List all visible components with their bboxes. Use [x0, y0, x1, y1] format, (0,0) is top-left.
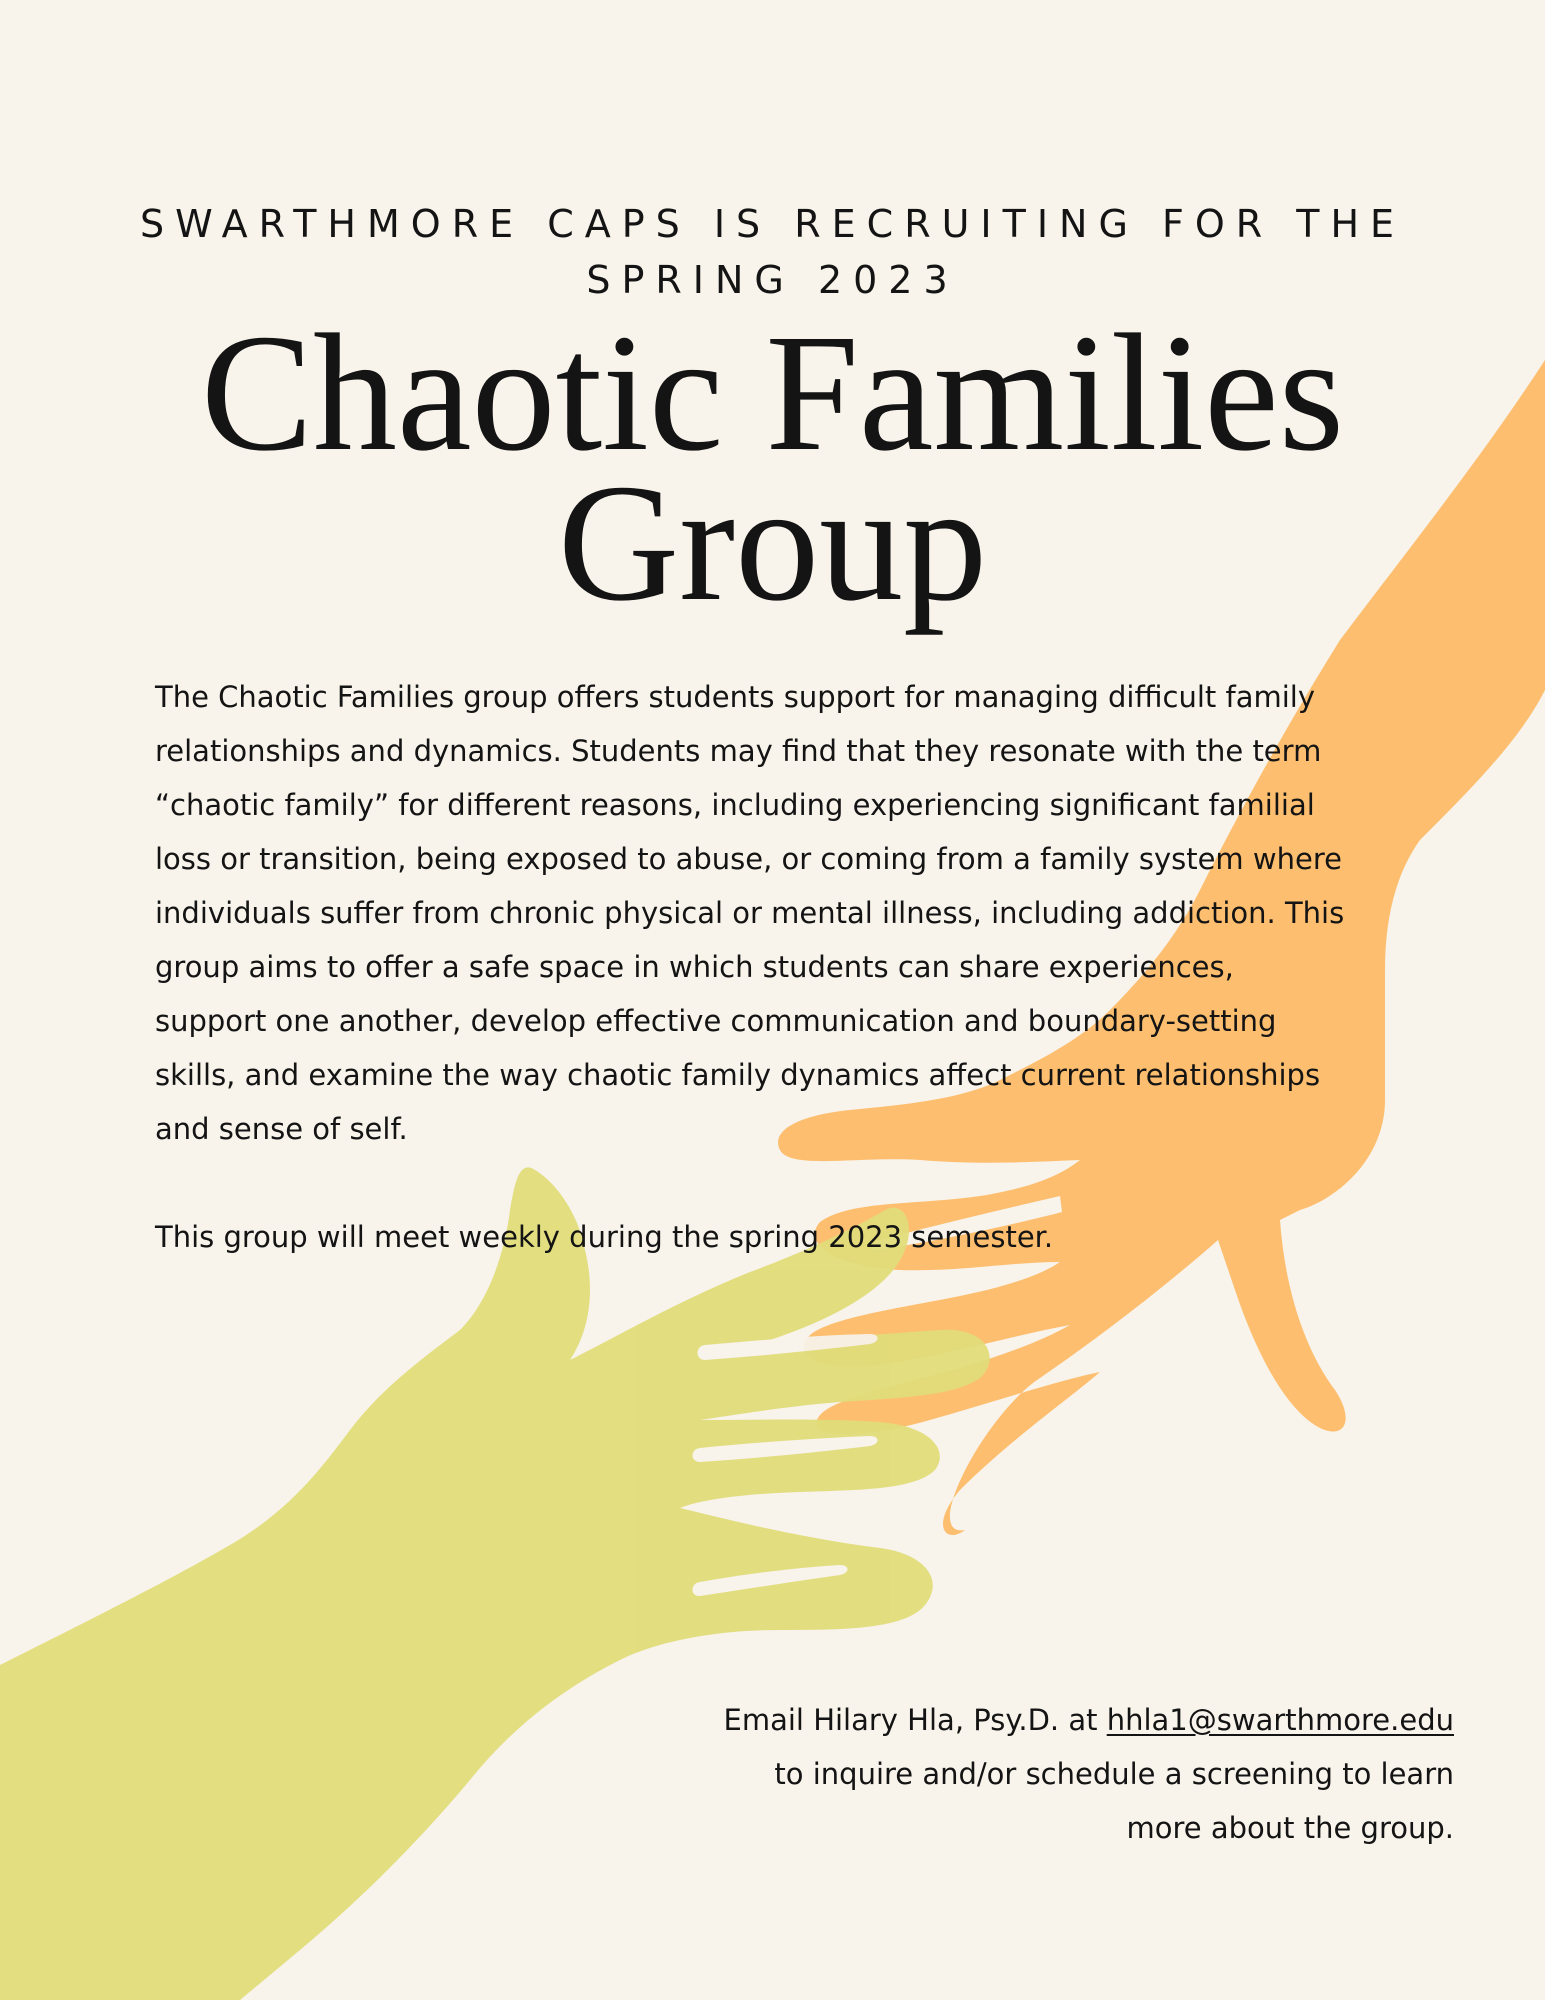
contact-line-1 [554, 1693, 1454, 1747]
title-line-1: Chaotic Families [200, 300, 1345, 486]
contact-prefix: Email Hilary Hla, Psy.D. at [723, 1703, 1098, 1737]
page-title [80, 300, 1465, 636]
recruiting-heading: SWARTHMORE CAPS IS RECRUITING FOR THE SPRING 2023 [139, 202, 1406, 302]
meeting-schedule: This group will meet weekly during the spring 2023 semester. [155, 1220, 1054, 1254]
contact-info [554, 1693, 1454, 1855]
yellow-hand-icon [0, 1167, 990, 2000]
group-description-section [155, 670, 1345, 1264]
contact-line-3: more about the group. [1126, 1811, 1454, 1845]
title-line-2: Group [557, 450, 988, 636]
contact-email-link[interactable]: hhla1@swarthmore.edu [1106, 1703, 1454, 1737]
contact-line-2: to inquire and/or schedule a screening to learn [774, 1757, 1454, 1791]
group-description: The Chaotic Families group offers students support for managing difficult family relationships and dynamics. Students may find that they resonate with the term “chaotic family” for different reasons, including experiencing significant familial loss or transition, being exposed to abuse, or coming from a family system where individuals suffer from chronic physical or mental illness, including addiction. This group aims to offer a safe space in which students can share experiences, support one another, develop effective communication and boundary-setting skills, and examine the way chaotic family dynamics affect current relationships and sense of self. [155, 680, 1345, 1146]
